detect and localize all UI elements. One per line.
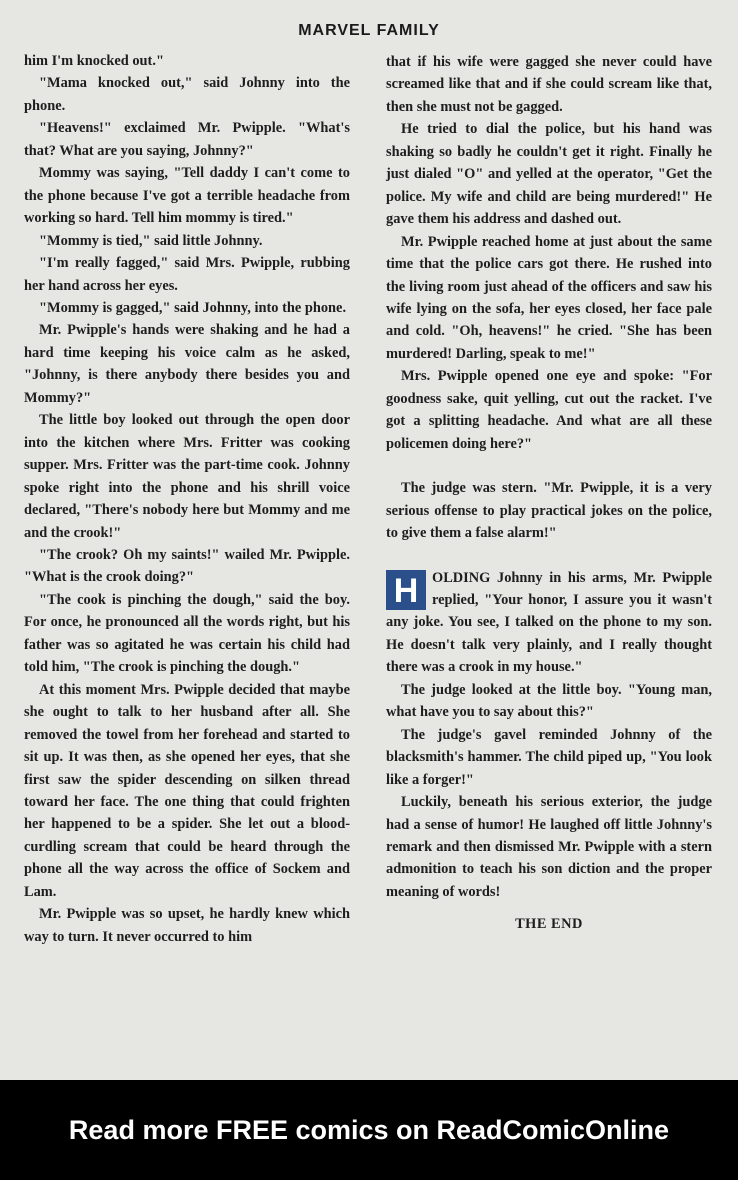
paragraph: "Mommy is gagged," said Johnny, into the phone. <box>39 299 347 316</box>
dropcap-text: OLDING Johnny in his arms, Mr. Pwipple replied, "Your honor, I assure you it wasn't any joke. You see, I talked on the phone to my son. He doesn't talk very plainly, and I really thought there was a crook in my house." <box>386 569 712 676</box>
paragraph: Luckily, beneath his serious exterior, the judge had a sense of humor! He laughed off little Johnny's remark and then dismissed Mr. Pwipple with a stern admonition to teach his son diction and the proper meaning of words! <box>386 794 712 900</box>
paragraph: The judge looked at the little boy. "Young man, what have you to say about this?" <box>386 681 712 721</box>
the-end: THE END <box>515 916 583 933</box>
paragraph: The judge's gavel reminded Johnny of the blacksmith's hammer. The child piped up, "You look like a forger!" <box>386 726 712 788</box>
section-break <box>386 545 712 567</box>
right-column <box>386 51 712 936</box>
paragraph: "The crook? Oh my saints!" wailed Mr. Pwipple. "What is the crook doing?" <box>24 546 350 586</box>
left-column <box>24 50 350 948</box>
section-break <box>386 455 712 477</box>
paragraph: At this moment Mrs. Pwipple decided that maybe she ought to talk to her husband after all. She removed the towel from her forehead and started to sit up. It was then, as she opened her eyes, that she first saw the spider descending on silken thread toward her face. The one thing that could frighten her happened to be a spider. She let out a blood-curdling scream that could be heard through the phone all the way across the office of Sockem and Lam. <box>24 681 350 900</box>
paragraph: "I'm really fagged," said Mrs. Pwipple, rubbing her hand across her eyes. <box>24 255 350 294</box>
paragraph: that if his wife were gagged she never could have screamed like that and if she could scream like that, then she must not be gagged. <box>386 54 712 115</box>
paragraph: The judge was stern. "Mr. Pwipple, it is a very serious offense to play practical jokes on the police, to give them a false alarm!" <box>386 480 712 542</box>
paragraph: "Heavens!" exclaimed Mr. Pwipple. "What's that? What are you saying, Johnny?" <box>24 120 350 159</box>
paragraph: He tried to dial the police, but his hand was shaking so badly he couldn't get it right. Finally he just dialed "O" and yelled at the operator, "Get the police. My wife and child are being murdered!" He gave them his address and dashed out. <box>386 121 712 228</box>
promo-footer[interactable] <box>0 1080 738 1180</box>
paragraph: The little boy looked out through the open door into the kitchen where Mrs. Fritter was cooking supper. Mrs. Fritter was the part-time cook. Johnny spoke right into the phone and his shrill voice declared, "There's nobody here but Mommy and me and the crook!" <box>24 412 350 541</box>
paragraph: "Mommy is tied," said little Johnny. <box>39 232 263 249</box>
promo-text[interactable]: Read more FREE comics on ReadComicOnline <box>68 1114 670 1145</box>
paragraph: him I'm knocked out." <box>24 53 164 69</box>
paragraph: "Mama knocked out," said Johnny into the phone. <box>24 75 350 114</box>
paragraph: Mommy was saying, "Tell daddy I can't come to the phone because I've got a terrible headache from working so hard. Tell him mommy is tired." <box>24 165 350 227</box>
dropcap-letter: H <box>386 570 426 610</box>
paragraph: Mr. Pwipple reached home at just about the same time that the police cars got there. He rushed into the living room just ahead of the officers and saw his wife lying on the sofa, her eyes closed, her face pale and cold. "Oh, heavens!" he cried. "She has been murdered! Darling, speak to me!" <box>386 233 712 362</box>
paragraph: Mr. Pwipple's hands were shaking and he had a hard time keeping his voice calm as he asked, "Johnny, is there anybody there besides you and Mommy?" <box>24 322 350 406</box>
paragraph: Mr. Pwipple was so upset, he hardly knew which way to turn. It never occurred to him <box>24 906 350 945</box>
paragraph: Mrs. Pwipple opened one eye and spoke: "For goodness sake, quit yelling, cut out the racket. I've got a splitting headache. And what are all these policemen doing here?" <box>386 368 712 452</box>
dropcap-paragraph <box>386 567 712 679</box>
page-header: MARVEL FAMILY <box>298 22 440 39</box>
paragraph: "The cook is pinching the dough," said the boy. For once, he pronounced all the words right, but his father was so agitated he was certain his child had told him, "The crook is pinching the dough." <box>24 591 350 676</box>
